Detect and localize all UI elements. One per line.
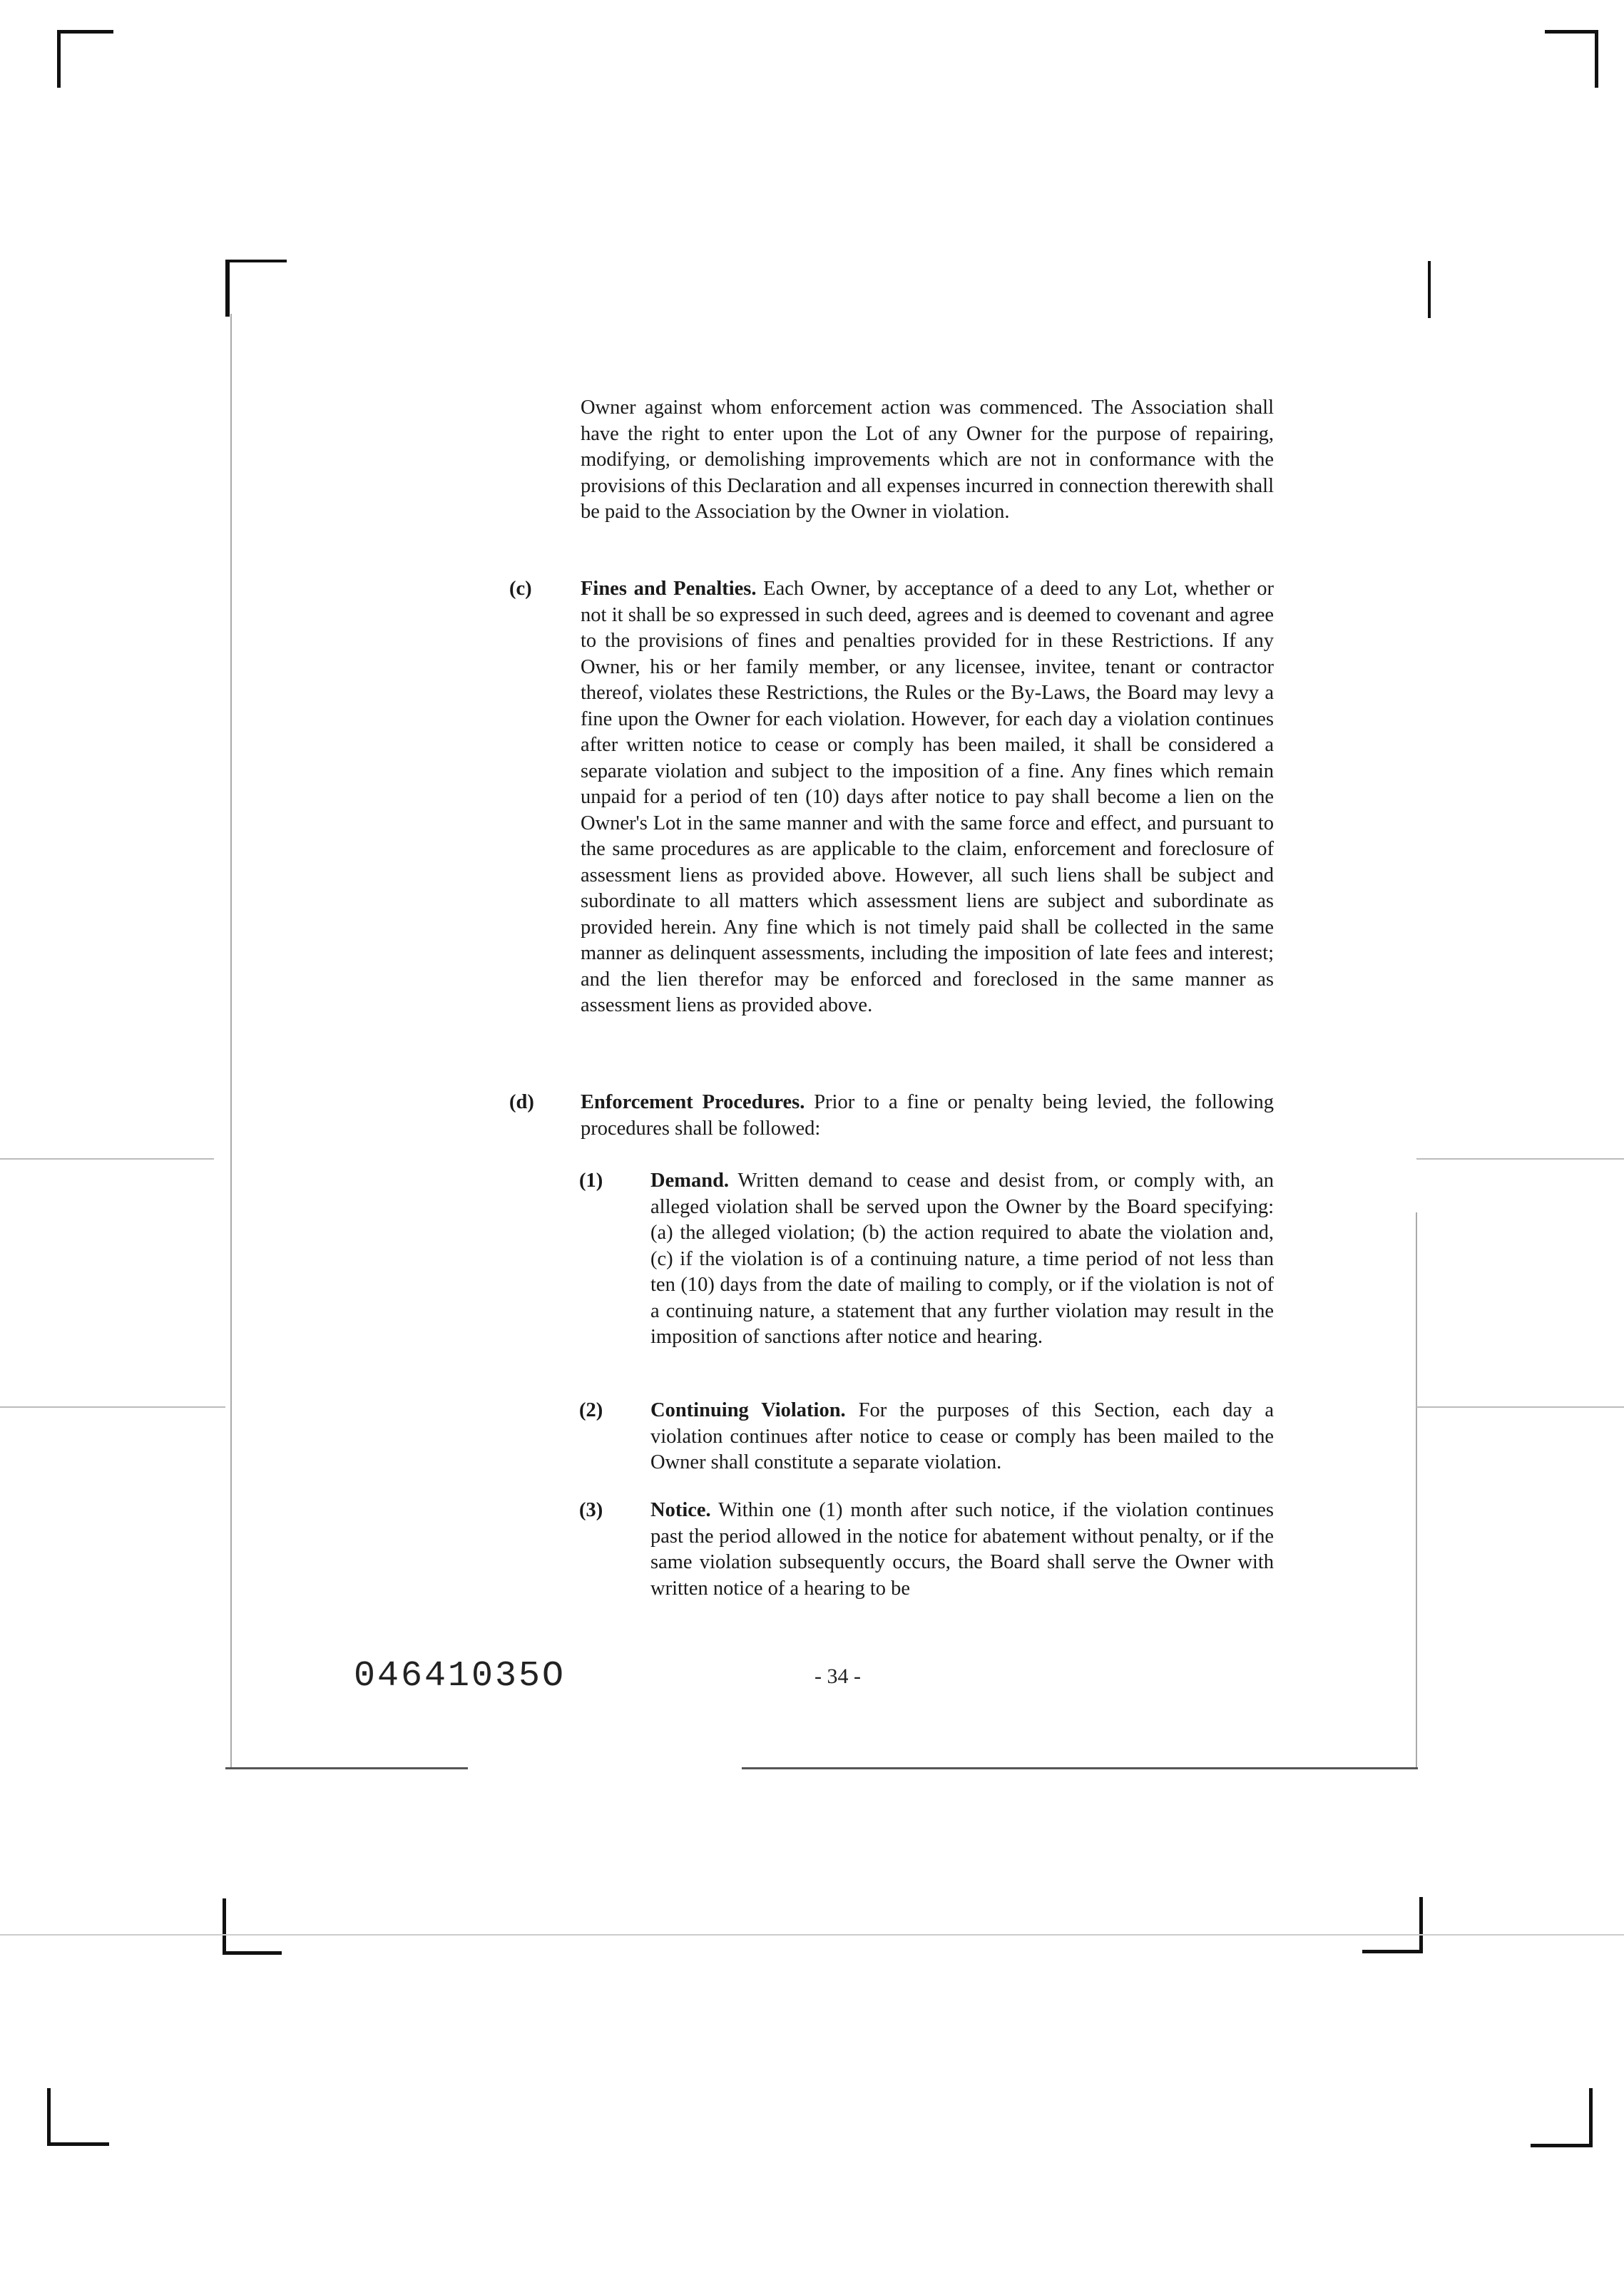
page-corner-top-right xyxy=(1421,261,1431,318)
section-marker-d: (d) xyxy=(509,1091,534,1113)
page-corner-bottom-right xyxy=(1362,1897,1423,1953)
scan-artifact-line xyxy=(0,1406,225,1408)
crop-mark-top-right xyxy=(1545,30,1598,88)
section-body: Each Owner, by acceptance of a deed to any Lot, whether or not it shall be so expressed in such deed, agrees and is deemed to covenant and agree to the provisions of fines and penalties provided for in these Restrictions. If any Owner, his or her family member, or any licensee, invitee, tenant or contractor thereof, violates these Restrictions, the Rules or the By-Laws, the Board may levy a fine upon the Owner for each violation. However, for each day a violation continues after written notice to cease or comply has been mailed, it shall be considered a separate violation and subject to the imposition of a fine. Any fines which remain unpaid for a period of ten (10) days after notice to pay shall become a lien on the Owner's Lot in the same manner and with the same force and effect, and pursuant to the same procedures as are applicable to the claim, enforcement and foreclosure of assessment liens as provided above. However, all such liens shall be subject and subordinate to all matters which assessment liens are subject and subordinate as provided herein. Any fine which is not timely paid shall be collected in the same manner as delinquent assessments, including the imposition of late fees and interest; and the lien therefor may be enforced and foreclosed in the same manner as assessment liens as provided above. xyxy=(581,578,1274,1016)
subsection-paragraph xyxy=(650,1398,1274,1476)
section-marker-c: (c) xyxy=(509,578,532,600)
section-paragraph xyxy=(581,1090,1274,1142)
crop-mark-bottom-right xyxy=(1531,2088,1593,2147)
scan-artifact-line xyxy=(1416,1158,1624,1160)
subsection-paragraph xyxy=(650,1498,1274,1602)
section-heading: Enforcement Procedures. xyxy=(581,1091,805,1113)
scan-artifact-line xyxy=(0,1158,214,1160)
page-bottom-edge-left xyxy=(225,1767,468,1769)
scan-artifact-line xyxy=(0,1934,1624,1936)
subsection-paragraph xyxy=(650,1168,1274,1351)
intro-paragraph-text: Owner against whom enforcement action was commenced. The Association shall have the right to enter upon the Lot of any Owner for the purpose of repairing, modifying, or demolishing improvements which are not in conformance with the provisions of this Declaration and all expenses incurred in connection therewith shall be paid to the Association by the Owner in violation. xyxy=(581,397,1274,523)
page-edge-left xyxy=(230,314,232,1769)
section-paragraph xyxy=(581,576,1274,1019)
subsection-heading: Notice. xyxy=(650,1499,711,1521)
section-body: Prior to a fine or penalty being levied, the following procedures shall be followed: xyxy=(581,1091,1275,1140)
crop-mark-top-left xyxy=(57,30,113,88)
subsection-heading: Continuing Violation. xyxy=(650,1399,846,1421)
subsection-notice xyxy=(650,1498,1274,1602)
subsection-marker-1: (1) xyxy=(579,1170,603,1192)
subsection-demand xyxy=(650,1168,1274,1351)
section-enforcement-procedures xyxy=(581,1090,1274,1142)
section-heading: Fines and Penalties. xyxy=(581,578,757,600)
subsection-body: For the purposes of this Section, each day a violation continues after notice to cease or comply has been mailed to the Owner shall constitute a separate violation. xyxy=(650,1399,1275,1473)
intro-paragraph xyxy=(581,395,1274,526)
subsection-continuing-violation xyxy=(650,1398,1274,1476)
page-corner-top-left xyxy=(225,260,287,317)
page-number: - 34 - xyxy=(814,1665,861,1688)
subsection-body: Within one (1) month after such notice, if the violation continues past the period allowed in the notice for abatement without penalty, or if the same violation subsequently occurs, the Board shall serve the Owner with written notice of a hearing to be xyxy=(650,1499,1274,1600)
page-corner-bottom-left xyxy=(223,1898,282,1955)
section-fines-and-penalties xyxy=(581,576,1274,1019)
crop-mark-bottom-left xyxy=(47,2088,109,2146)
subsection-body: Written demand to cease and desist from, or comply with, an alleged violation shall be served upon the Owner by the Board specifying: (a) the alleged violation; (b) the action required to abate the violation and, (c) if the violation is of a continuing nature, a time period of not less than ten (10) days from the date of mailing to comply, or if the violation is not of a continuing nature, a statement that any further violation may result in the imposition of sanctions after notice and hearing. xyxy=(650,1170,1274,1348)
page-edge-right xyxy=(1416,1212,1417,1769)
document-number: 04641035O xyxy=(354,1656,566,1697)
page-bottom-edge-right xyxy=(742,1767,1418,1769)
subsection-marker-3: (3) xyxy=(579,1499,603,1521)
subsection-heading: Demand. xyxy=(650,1170,730,1192)
scan-artifact-line xyxy=(1416,1406,1624,1408)
subsection-marker-2: (2) xyxy=(579,1399,603,1421)
